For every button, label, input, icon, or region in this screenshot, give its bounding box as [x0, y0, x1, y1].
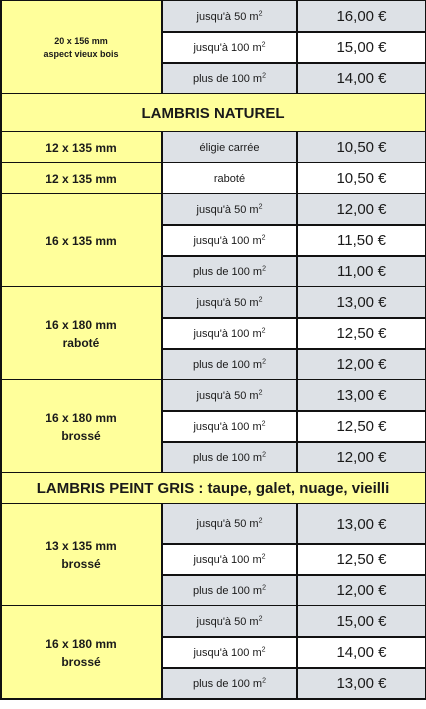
area-unit-exponent: 2: [261, 40, 266, 48]
quantity-label: jusqu'à 50 $m^2$: [196, 9, 263, 23]
price-cell: [297, 63, 426, 94]
column-divider: [161, 194, 163, 287]
area-unit-exponent: 2: [262, 583, 266, 591]
dimension-cell: [0, 380, 162, 473]
price-value: 14,00 €: [336, 70, 387, 87]
row-divider: [162, 255, 426, 257]
price-value: 10,50 €: [336, 170, 387, 187]
quantity-cell: [162, 442, 297, 473]
quantity-cell: [162, 63, 297, 94]
column-divider: [0, 1, 2, 699]
price-value: 16,00 €: [336, 8, 387, 25]
price-value: 12,00 €: [336, 582, 387, 599]
dimension-finish: raboté: [62, 335, 100, 350]
column-divider: [296, 606, 298, 699]
quantity-cell: [162, 575, 297, 606]
row-divider: [162, 348, 426, 350]
dimension-size: 12 x 135 mm: [45, 171, 117, 186]
price-value: 15,00 €: [336, 39, 387, 56]
dimension-size: 16 x 180 mm: [45, 636, 117, 651]
price-value: 12,00 €: [336, 449, 387, 466]
row-divider: [162, 31, 426, 33]
section-header-row: [0, 473, 426, 504]
area-unit-exponent: 2: [262, 264, 266, 272]
quantity-label: jusqu'à 100 $m^2$: [193, 552, 266, 566]
column-divider: [161, 132, 163, 163]
column-divider: [296, 380, 298, 473]
row-divider: [162, 441, 426, 443]
column-divider: [161, 1, 163, 94]
price-cell: [297, 575, 426, 606]
section-title: LAMBRIS PEINT GRIS : taupe, galet, nuage, vieilli: [36, 480, 390, 497]
area-unit-exponent: 2: [258, 202, 263, 210]
quantity-label: éligie carrée: [199, 141, 260, 154]
row-divider: [162, 543, 426, 545]
quantity-label: jusqu'à 50 $m^2$: [196, 614, 263, 628]
dimension-label: [43, 35, 118, 61]
quantity-cell: [162, 668, 297, 699]
price-cell: [297, 637, 426, 668]
column-divider: [296, 163, 298, 194]
dimension-cell: [0, 504, 162, 606]
price-value: 13,00 €: [336, 294, 387, 311]
price-value: 13,00 €: [336, 387, 387, 404]
quantity-cell: [162, 256, 297, 287]
price-cell: [297, 256, 426, 287]
price-cell: [297, 32, 426, 63]
price-cell: [297, 1, 426, 32]
price-value: 13,00 €: [336, 515, 387, 533]
dimension-label: [45, 232, 116, 250]
area-unit-exponent: 2: [261, 233, 266, 241]
dimension-size: 16 x 180 mm: [45, 317, 117, 332]
dimension-label: [45, 537, 116, 573]
quantity-label: plus de 100 $m^2$: [192, 676, 266, 690]
price-cell: [297, 380, 426, 411]
price-cell: [297, 442, 426, 473]
area-unit-exponent: 2: [261, 419, 266, 427]
dimension-size: 13 x 135 mm: [45, 539, 117, 553]
price-value: 12,50 €: [336, 418, 387, 435]
area-unit-exponent: 2: [258, 9, 263, 17]
area-unit-exponent: 2: [261, 645, 266, 653]
price-cell: [297, 668, 426, 699]
price-value: 12,50 €: [336, 551, 387, 568]
quantity-label: jusqu'à 50 $m^2$: [196, 202, 263, 216]
quantity-label: jusqu'à 50 $m^2$: [196, 517, 263, 530]
quantity-label: jusqu'à 100 $m^2$: [193, 233, 266, 247]
dimension-size: 12 x 135 mm: [45, 140, 117, 155]
dimension-cell: [0, 1, 162, 94]
quantity-label: jusqu'à 100 $m^2$: [193, 40, 266, 54]
quantity-cell: [162, 411, 297, 442]
section-title: LAMBRIS NATUREL: [141, 104, 285, 122]
column-divider: [296, 132, 298, 163]
row-divider: [0, 698, 426, 700]
price-value: 13,00 €: [336, 675, 387, 692]
price-cell: [297, 132, 426, 163]
quantity-label: jusqu'à 100 $m^2$: [193, 326, 266, 340]
dimension-label: [45, 316, 116, 352]
area-unit-exponent: 2: [262, 71, 266, 79]
quantity-label: raboté: [213, 172, 246, 185]
area-unit-exponent: 2: [258, 517, 263, 525]
dimension-cell: [0, 194, 162, 287]
dimension-cell: [0, 287, 162, 380]
area-unit-exponent: 2: [262, 357, 266, 365]
dimension-size: 20 x 156 mm: [54, 35, 108, 46]
area-unit-exponent: 2: [261, 552, 266, 560]
area-unit-exponent: 2: [258, 614, 263, 622]
dimension-size: 16 x 180 mm: [45, 410, 117, 425]
dimension-label: [45, 635, 116, 671]
area-unit-exponent: 2: [261, 326, 266, 334]
dimension-cell: [0, 163, 162, 194]
price-cell: [297, 163, 426, 194]
quantity-label: jusqu'à 100 $m^2$: [193, 419, 266, 433]
quantity-label: plus de 100 $m^2$: [192, 357, 266, 371]
price-value: 12,00 €: [336, 201, 387, 218]
dimension-finish: brossé: [61, 557, 101, 571]
column-divider: [296, 1, 298, 94]
row-divider: [162, 667, 426, 669]
quantity-cell: [162, 1, 297, 32]
quantity-label: plus de 100 $m^2$: [192, 264, 266, 278]
quantity-cell: [162, 606, 297, 637]
price-cell: [297, 504, 426, 544]
dimension-label: [45, 409, 116, 445]
quantity-label: plus de 100 $m^2$: [192, 450, 266, 464]
price-value: 12,00 €: [336, 356, 387, 373]
quantity-cell: [162, 32, 297, 63]
dimension-finish: brossé: [61, 654, 101, 669]
quantity-cell: [162, 163, 297, 194]
price-cell: [297, 287, 426, 318]
dimension-label: [45, 170, 116, 188]
quantity-label: plus de 100 $m^2$: [192, 583, 266, 597]
quantity-cell: [162, 637, 297, 668]
quantity-cell: [162, 194, 297, 225]
dimension-finish: brossé: [61, 428, 101, 443]
dimension-label: [45, 139, 116, 157]
quantity-cell: [162, 318, 297, 349]
area-unit-exponent: 2: [258, 388, 263, 396]
area-unit-exponent: 2: [258, 295, 263, 303]
column-divider: [161, 606, 163, 699]
quantity-cell: [162, 380, 297, 411]
quantity-cell: [162, 504, 297, 544]
column-divider: [161, 287, 163, 380]
row-divider: [162, 62, 426, 64]
row-divider: [162, 224, 426, 226]
price-value: 15,00 €: [336, 613, 387, 630]
dimension-finish: aspect vieux bois: [43, 48, 119, 59]
price-value: 11,00 €: [337, 263, 386, 280]
quantity-label: jusqu'à 100 $m^2$: [193, 645, 266, 659]
price-cell: [297, 349, 426, 380]
dimension-size: 16 x 135 mm: [45, 233, 117, 248]
area-unit-exponent: 2: [262, 450, 266, 458]
price-cell: [297, 606, 426, 637]
quantity-label: jusqu'à 50 $m^2$: [196, 388, 263, 402]
price-value: 12,50 €: [336, 325, 387, 342]
row-divider: [162, 410, 426, 412]
row-divider: [162, 317, 426, 319]
price-cell: [297, 194, 426, 225]
price-value: 14,00 €: [336, 644, 387, 661]
dimension-cell: [0, 132, 162, 163]
price-value: 10,50 €: [336, 139, 387, 156]
quantity-cell: [162, 132, 297, 163]
price-cell: [297, 318, 426, 349]
column-divider: [296, 287, 298, 380]
quantity-label: plus de 100 $m^2$: [192, 71, 266, 85]
quantity-label: jusqu'à 50 $m^2$: [196, 295, 263, 309]
row-divider: [162, 574, 426, 576]
quantity-cell: [162, 225, 297, 256]
column-divider: [161, 504, 163, 606]
area-unit-exponent: 2: [262, 676, 266, 684]
quantity-cell: [162, 544, 297, 575]
column-divider: [296, 194, 298, 287]
price-cell: [297, 225, 426, 256]
column-divider: [296, 504, 298, 606]
price-cell: [297, 544, 426, 575]
quantity-cell: [162, 287, 297, 318]
section-header-row: [0, 94, 426, 132]
column-divider: [161, 163, 163, 194]
price-value: 11,50 €: [337, 232, 386, 249]
row-divider: [162, 636, 426, 638]
dimension-cell: [0, 606, 162, 699]
column-divider: [161, 380, 163, 473]
price-cell: [297, 411, 426, 442]
quantity-cell: [162, 349, 297, 380]
